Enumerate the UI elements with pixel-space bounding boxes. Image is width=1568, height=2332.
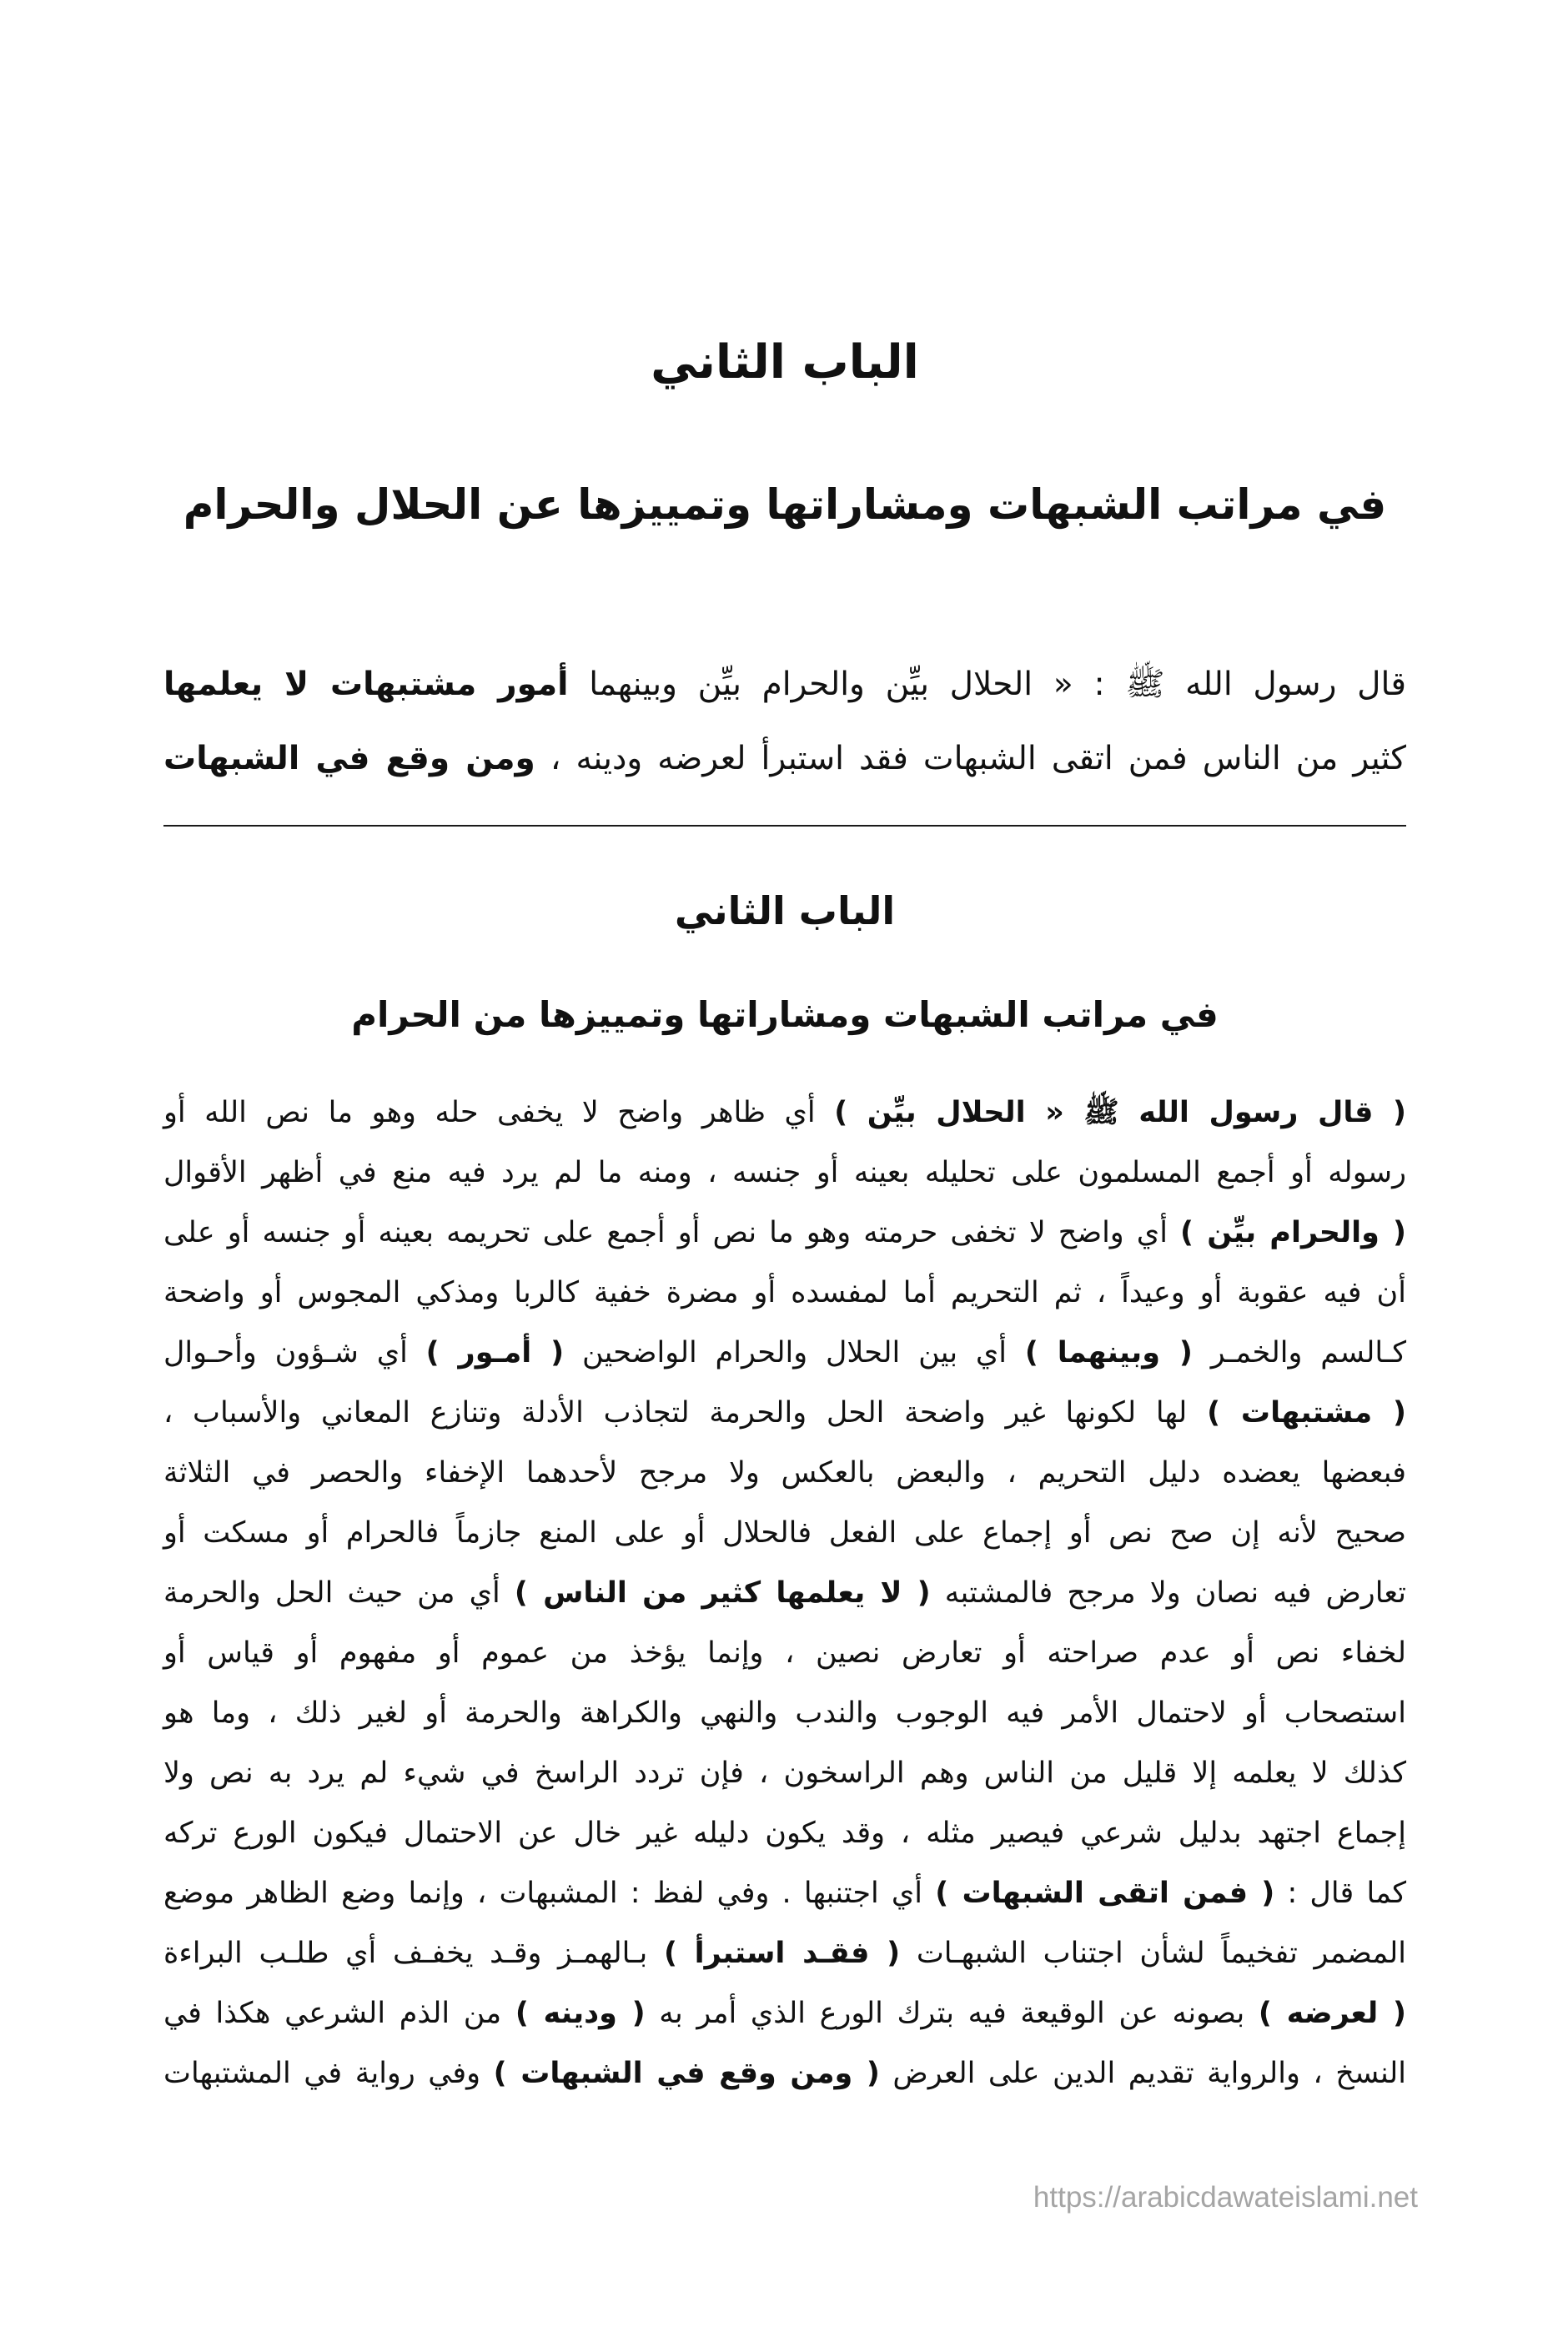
commentary-text: أي شـؤون وأحـوال [163, 1336, 426, 1370]
commentary-text: كما قال : [1274, 1877, 1407, 1910]
commentary-line [163, 1923, 1406, 1983]
commentary-line [163, 1983, 1406, 2043]
commentary-text: أن فيه عقوبة أو وعيداً ، ثم التحريم أما لمفسده أو مضرة خفية كالربا ومذكي المجوس أو واضحة [163, 1276, 1406, 1309]
commentary-text: النسخ ، والرواية تقديم الدين على العرض [879, 2057, 1406, 2090]
commentary-line [163, 1323, 1406, 1383]
hadith-quote: ( قال رسول الله ﷺ « الحلال بيِّن ) [834, 1096, 1406, 1129]
hadith-segment: كثير من الناس فمن اتقى الشبهات فقد استبرأ لعرضه ودينه ، [535, 740, 1406, 777]
commentary-line [163, 1803, 1406, 1863]
hadith-quote: ( لا يعلمها كثير من الناس ) [514, 1576, 931, 1610]
commentary-text: وفي رواية في المشتبهات [163, 2057, 494, 2090]
hadith-quote: ( ومن وقع في الشبهات ) [493, 2057, 880, 2090]
hadith-quote: ( فمن اتقى الشبهات ) [935, 1877, 1275, 1910]
commentary-line [163, 1563, 1406, 1623]
commentary-line [163, 1083, 1406, 1143]
hadith-quote: ( لعرضه ) [1258, 1997, 1406, 2030]
hadith-quote: ( وبينهما ) [1024, 1336, 1193, 1370]
hadith-line [163, 721, 1406, 796]
commentary-text: المضمر تفخيماً لشأن اجتناب الشبهـات [900, 1937, 1406, 1970]
commentary-text: صحيح لأنه إن صح نص أو إجماع على الفعل فالحلال أو على المنع جازماً فالحرام أو مسكت أو [163, 1516, 1406, 1550]
commentary-text: لخفاء نص أو عدم صراحته أو تعارض نصين ، وإنما يؤخذ من عموم أو مفهوم أو قياس أو [163, 1636, 1406, 1670]
commentary-line [163, 1263, 1406, 1323]
hadith-quote: ( ودينه ) [515, 1997, 646, 2030]
commentary-line [163, 1203, 1406, 1263]
commentary-text: لها لكونها غير واضحة الحل والحرمة لتجاذب الأدلة وتنازع المعاني والأسباب ، [163, 1396, 1208, 1430]
commentary-line [163, 1683, 1406, 1743]
hadith-quote: ( مشتبهات ) [1207, 1396, 1406, 1430]
section-divider [163, 825, 1406, 827]
hadith-emphasis: أمور مشتبهات لا يعلمها [163, 666, 569, 703]
commentary-text: استصحاب أو لاحتمال الأمر فيه الوجوب والندب والنهي والكراهة والحرمة أو لغير ذلك ، وما هو [163, 1696, 1406, 1730]
commentary-subtitle: في مراتب الشبهات ومشاراتها وتمييزها من الحرام [351, 994, 1219, 1035]
commentary-text: بصونه عن الوقيعة فيه بترك الورع الذي أمر به [645, 1997, 1259, 2030]
hadith-line [163, 647, 1406, 721]
commentary-text: أي ظاهر واضح لا يخفى حله وهو ما نص الله أو [163, 1096, 835, 1129]
commentary-line [163, 1743, 1406, 1803]
commentary-text: كذلك لا يعلمه إلا قليل من الناس وهم الراسخون ، فإن تردد الراسخ في شيء لم يرد به نص ولا [163, 1757, 1406, 1790]
commentary-line [163, 2043, 1406, 2103]
commentary-text: من الذم الشرعي هكذا في [163, 1997, 515, 2030]
source-watermark: https://arabicdawateislami.net [1033, 2181, 1418, 2214]
commentary-text: أي اجتنبها . وفي لفظ : المشبهات ، وإنما وضع الظاهر موضع [163, 1877, 936, 1910]
commentary-text: تعارض فيه نصان ولا مرجح فالمشتبه [930, 1576, 1406, 1610]
commentary-line [163, 1503, 1406, 1563]
commentary-line [163, 1863, 1406, 1923]
commentary-text: أي من حيث الحل والحرمة [163, 1576, 515, 1610]
commentary-text: رسوله أو أجمع المسلمون على تحليله بعينه أو جنسه ، ومنه ما لم يرد فيه منع في أظهر الأقوال [163, 1156, 1406, 1189]
hadith-quote: ( أمـور ) [425, 1336, 565, 1370]
commentary-text: إجماع اجتهد بدليل شرعي فيصير مثله ، وقد يكون دليله غير خال عن الاحتمال فيكون الورع تركه [163, 1817, 1406, 1850]
commentary-text: كـالسم والخمـر [1192, 1336, 1406, 1370]
commentary-text: فبعضها يعضده دليل التحريم ، والبعض بالعكس ولا مرجح لأحدهما الإخفاء والحصر في الثلاثة [163, 1456, 1406, 1490]
commentary-title: الباب الثاني [674, 888, 896, 933]
hadith-emphasis: ومن وقع في الشبهات [163, 740, 535, 777]
chapter-subtitle: في مراتب الشبهات ومشاراتها وتمييزها عن الحلال والحرام [183, 480, 1387, 529]
commentary-line [163, 1443, 1406, 1503]
hadith-quote: ( والحرام بيِّن ) [1180, 1216, 1407, 1249]
commentary-text: أي واضح لا تخفى حرمته وهو ما نص أو أجمع على تحريمه بعينه أو جنسه أو على [163, 1216, 1181, 1249]
hadith-segment: قال رسول الله ﷺ : « الحلال بيِّن والحرام بيِّن وبينهما [568, 666, 1406, 703]
commentary-text: أي بين الحلال والحرام الواضحين [564, 1336, 1025, 1370]
hadith-quote: ( فقـد استبرأ ) [663, 1937, 901, 1970]
chapter-title: الباب الثاني [651, 335, 919, 390]
commentary-body [163, 1083, 1406, 2103]
hadith-text [163, 647, 1406, 796]
commentary-text: بـالهمـز وقـد يخفـف أي طلـب البراءة [163, 1937, 664, 1970]
commentary-line [163, 1143, 1406, 1203]
commentary-line [163, 1623, 1406, 1683]
commentary-line [163, 1383, 1406, 1443]
